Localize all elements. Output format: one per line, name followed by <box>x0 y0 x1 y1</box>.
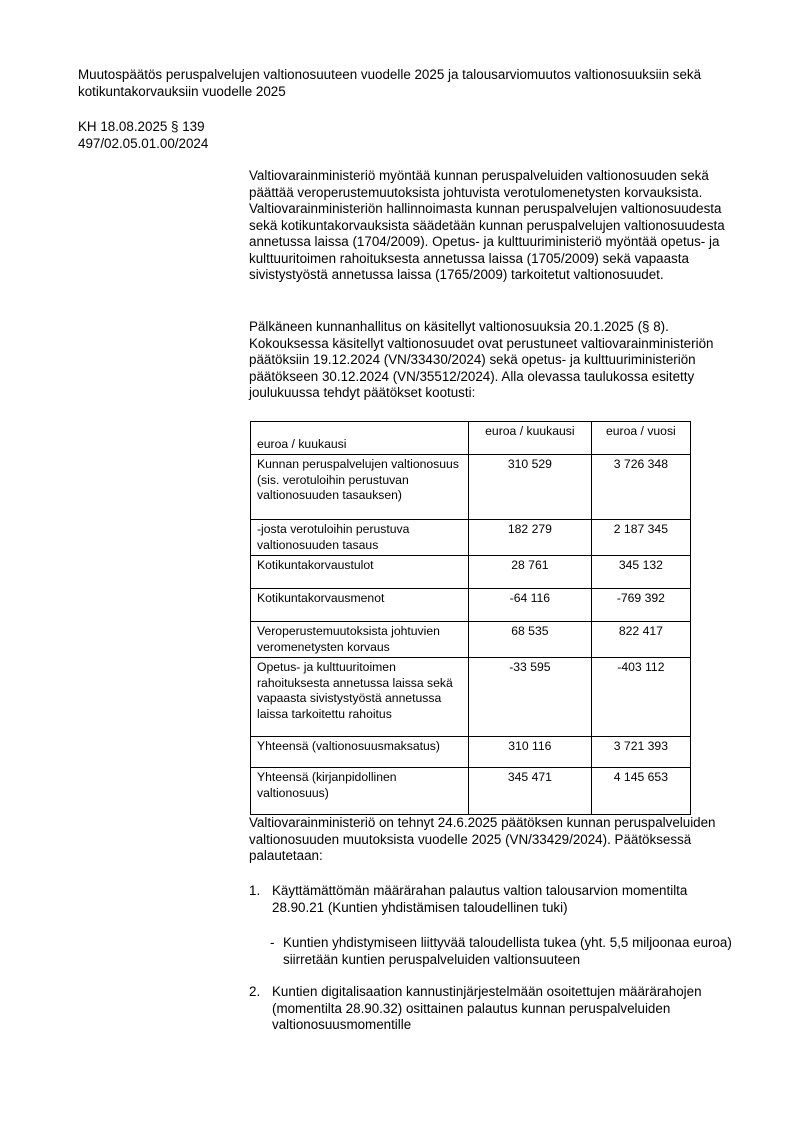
list-item-text: Kuntien digitalisaation kannustinjärjestelmään osoitettujen määrärahojen (momentilta 28.90.32) osittainen palautus kunnan peruspalveluiden valtionosuusmomentille <box>272 984 702 1032</box>
row-value-month: 345 471 <box>469 768 592 815</box>
table-row <box>251 768 691 815</box>
meeting-reference: KH 18.08.2025 § 139 <box>78 119 205 134</box>
row-label: -josta verotuloihin perustuva valtionosuuden tasaus <box>251 520 469 556</box>
row-value-month: 310 116 <box>469 737 592 768</box>
list-item-number: 2. <box>249 984 261 999</box>
row-value-year: 3 726 348 <box>591 455 690 520</box>
paragraph-june-decision: Valtiovarainministeriö on tehnyt 24.6.2025 päätöksen kunnan peruspalveluiden valtionosuuden muutoksista vuodelle 2025 (VN/33429/2024). Päätöksessä palautetaan: <box>249 815 716 863</box>
row-value-year: 822 417 <box>591 622 690 658</box>
list-item-text: Käyttämättömän määrärahan palautus valtion talousarvion momentilta 28.90.21 (Kuntien yhdistämisen taloudellinen tuki) <box>272 883 688 915</box>
table-row <box>251 589 691 622</box>
sub-list-bullet: - <box>270 935 275 950</box>
row-value-month: 28 761 <box>469 556 592 589</box>
record-id: 497/02.05.01.00/2024 <box>78 136 209 151</box>
state-subsidy-table <box>250 421 691 815</box>
row-label: Kunnan peruspalvelujen valtionosuus (sis. verotuloihin perustuvan valtionosuuden tasauksen) <box>251 455 469 520</box>
column-header-year: euroa / vuosi <box>591 422 690 455</box>
paragraph-ministry-intro: Valtiovarainministeriö myöntää kunnan peruspalveluiden valtionosuuden sekä päättää veroperustemuutoksista johtuvista verotulomenetysten korvauksista. Valtiovarainministeriön hallinnoimasta kunnan peruspalvelujen valtionosuudesta sekä kotikuntakorvauksista säädetään kunnan peruspalvelujen valtionosuudesta annetussa laissa (1704/2009). Opetus- ja kulttuuriministeriö myöntää opetus- ja kulttuuritoimen rahoituksesta annetussa laissa (1705/2009) sekä vapaasta sivistystyöstä annetussa laissa (1765/2009) tarkoitetut valtionosuudet. <box>249 168 725 282</box>
table-row <box>251 455 691 520</box>
paragraph-board-review: Pälkäneen kunnanhallitus on käsitellyt valtionosuuksia 20.1.2025 (§ 8). Kokouksessa käsitellyt valtionosuudet ovat perustuneet valtiovarainministeriön päätöksiin 19.12.2024 (VN/33430/2024) sekä opetus- ja kulttuuriministeriön päätökseen 30.12.2024 (VN/35512/2024). Alla olevassa taulukossa esitetty joulukuussa tehdyt päätökset kootusti: <box>249 319 714 400</box>
document-title: Muutospäätös peruspalvelujen valtionosuuteen vuodelle 2025 ja talousarviomuutos valtionosuuksiin sekä kotikuntakorvauksiin vuodelle 2025 <box>78 67 702 99</box>
sub-list-item-text: Kuntien yhdistymiseen liittyvää taloudellista tukea (yht. 5,5 miljoonaa euroa) siirretään kuntien peruspalveluiden valtionsuuteen <box>283 935 732 967</box>
row-label: Kotikuntakorvausmenot <box>251 589 469 622</box>
table-row <box>251 520 691 556</box>
table-row <box>251 556 691 589</box>
row-value-year: -403 112 <box>591 658 690 737</box>
list-item-number: 1. <box>249 883 261 898</box>
row-label: Yhteensä (kirjanpidollinen valtionosuus) <box>251 768 469 815</box>
table-header-row <box>251 422 691 455</box>
row-value-year: 345 132 <box>591 556 690 589</box>
table-corner-label: euroa / kuukausi <box>251 422 469 455</box>
table-row <box>251 622 691 658</box>
row-value-month: -64 116 <box>469 589 592 622</box>
row-value-month: 182 279 <box>469 520 592 556</box>
row-label: Yhteensä (valtionosuusmaksatus) <box>251 737 469 768</box>
row-value-year: -769 392 <box>591 589 690 622</box>
row-value-year: 4 145 653 <box>591 768 690 815</box>
table-row <box>251 658 691 737</box>
meeting-meta <box>78 118 208 152</box>
row-value-month: 68 535 <box>469 622 592 658</box>
column-header-month: euroa / kuukausi <box>469 422 592 455</box>
row-value-month: 310 529 <box>469 455 592 520</box>
row-label: Kotikuntakorvaustulot <box>251 556 469 589</box>
row-value-year: 2 187 345 <box>591 520 690 556</box>
row-value-year: 3 721 393 <box>591 737 690 768</box>
row-value-month: -33 595 <box>469 658 592 737</box>
row-label: Veroperustemuutoksista johtuvien veromenetysten korvaus <box>251 622 469 658</box>
table-row <box>251 737 691 768</box>
row-label: Opetus- ja kulttuuritoimen rahoituksesta annetussa laissa sekä vapaasta sivistystyöstä annetussa laissa tarkoitettu rahoitus <box>251 658 469 737</box>
